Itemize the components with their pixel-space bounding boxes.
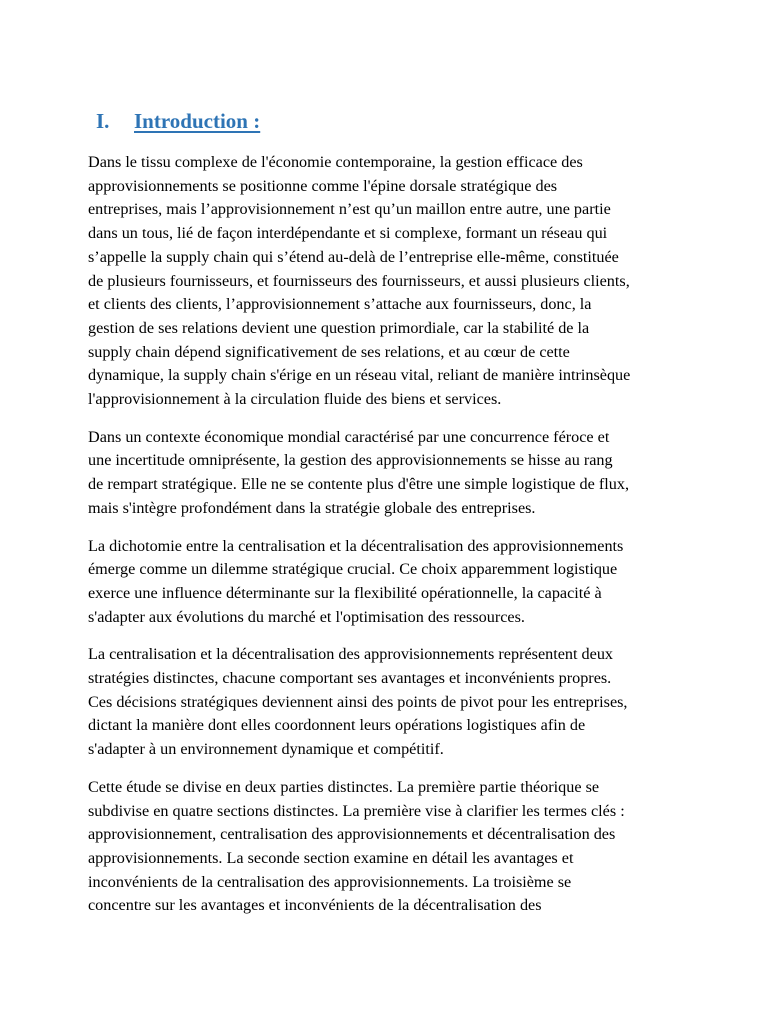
text-line: concentre sur les avantages et inconvénients de la décentralisation des — [88, 896, 542, 915]
text-line: s'adapter à un environnement dynamique et compétitif. — [88, 740, 444, 759]
text-line: Dans le tissu complexe de l'économie contemporaine, la gestion efficace des — [88, 153, 583, 171]
text-line: dynamique, la supply chain s'érige en un réseau vital, reliant de manière intrinsèque — [88, 366, 631, 385]
text-line: approvisionnement, centralisation des approvisionnements et décentralisation des — [88, 825, 616, 844]
text-line: exerce une influence déterminante sur la flexibilité opérationnelle, la capacité à — [88, 583, 602, 602]
text-line: entreprises, mais l’approvisionnement n’est qu’un maillon entre autre, une partie — [88, 200, 611, 219]
text-line: dictant la manière dont elles coordonnent leurs opérations logistiques afin de — [88, 716, 586, 735]
text-line: approvisionnements. La seconde section examine en détail les avantages et — [88, 848, 574, 867]
text-line: dans un tous, lié de façon interdépendante et si complexe, formant un réseau qui — [88, 224, 608, 243]
text-line: s’appelle la supply chain qui s’étend au-delà de l’entreprise elle-même, constituée — [88, 247, 619, 266]
paragraph — [88, 426, 688, 521]
text-line: stratégies distinctes, chacune comportant ses avantages et inconvénients propres. — [88, 669, 612, 688]
text-line: s'adapter aux évolutions du marché et l'optimisation des ressources. — [88, 607, 525, 626]
text-line: approvisionnements se positionne comme l'épine dorsale stratégique des — [88, 176, 558, 195]
text-line: l'approvisionnement à la circulation fluide des biens et services. — [88, 390, 502, 409]
text-line: de plusieurs fournisseurs, et fournisseurs des fournisseurs, et aussi plusieurs clients, — [88, 271, 630, 290]
paragraph — [88, 151, 688, 412]
text-line: subdivise en quatre sections distinctes. La première vise à clarifier les termes clés : — [88, 801, 625, 820]
text-line: émerge comme un dilemme stratégique crucial. Ce choix apparemment logistique — [88, 560, 618, 579]
text-line: La dichotomie entre la centralisation et la décentralisation des approvisionnements — [88, 536, 624, 555]
text-line: supply chain dépend significativement de ses relations, et au cœur de cette — [88, 342, 570, 361]
text-line: Dans un contexte économique mondial caractérisé par une concurrence féroce et — [88, 427, 610, 446]
text-line: gestion de ses relations devient une question primordiale, car la stabilité de la — [88, 318, 590, 337]
text-line: mais s'intègre profondément dans la stratégie globale des entreprises. — [88, 498, 536, 517]
text-line: inconvénients de la centralisation des approvisionnements. La troisième se — [88, 872, 572, 891]
paragraph — [88, 776, 688, 918]
text-line: une incertitude omniprésente, la gestion des approvisionnements se hisse au rang — [88, 451, 613, 470]
text-line: La centralisation et la décentralisation des approvisionnements représentent deux — [88, 645, 614, 664]
document-body — [88, 151, 688, 932]
section-heading — [96, 106, 260, 136]
section-number: I. — [96, 109, 110, 133]
paragraph — [88, 643, 688, 762]
text-line: de rempart stratégique. Elle ne se contente plus d'être une simple logistique de flux, — [88, 475, 629, 494]
paragraph — [88, 535, 688, 630]
text-line: et clients des clients, l’approvisionnement s’attache aux fournisseurs, donc, la — [88, 295, 592, 314]
section-title: Introduction : — [134, 109, 261, 133]
text-line: Ces décisions stratégiques deviennent ainsi des points de pivot pour les entreprises, — [88, 692, 628, 711]
text-line: Cette étude se divise en deux parties distinctes. La première partie théorique se — [88, 777, 600, 796]
